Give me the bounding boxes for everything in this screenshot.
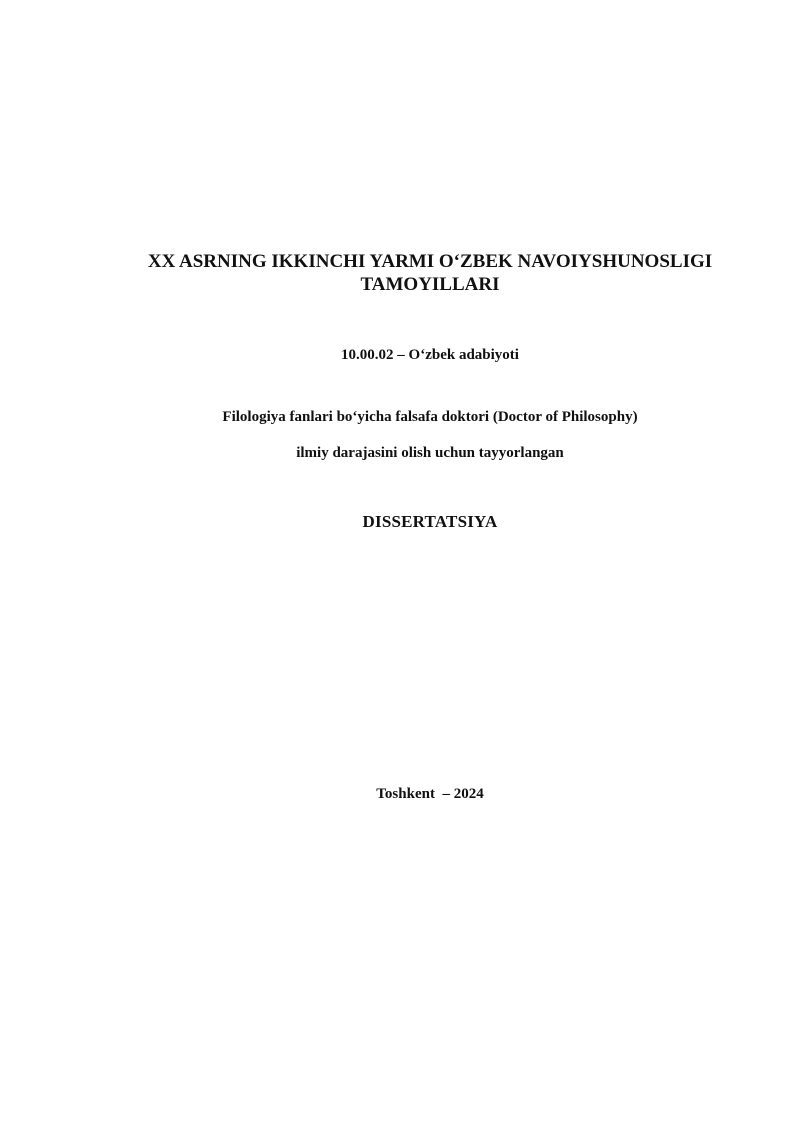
document-type: DISSERTATSIYA	[362, 512, 498, 531]
degree-statement-line-1: Filologiya fanlari bo‘yicha falsafa doktori (Doctor of Philosophy)	[222, 409, 638, 425]
degree-statement-line-2: ilmiy darajasini olish uchun tayyorlangan	[296, 445, 564, 461]
dissertation-title-line-2: TAMOYILLARI	[360, 274, 500, 295]
place-and-year: Toshkent – 2024	[376, 786, 484, 802]
dissertation-title-line-1: XX ASRNING IKKINCHI YARMI O‘ZBEK NAVOIYSHUNOSLIGI	[147, 251, 713, 272]
specialty-code: 10.00.02 – O‘zbek adabiyoti	[341, 347, 519, 363]
